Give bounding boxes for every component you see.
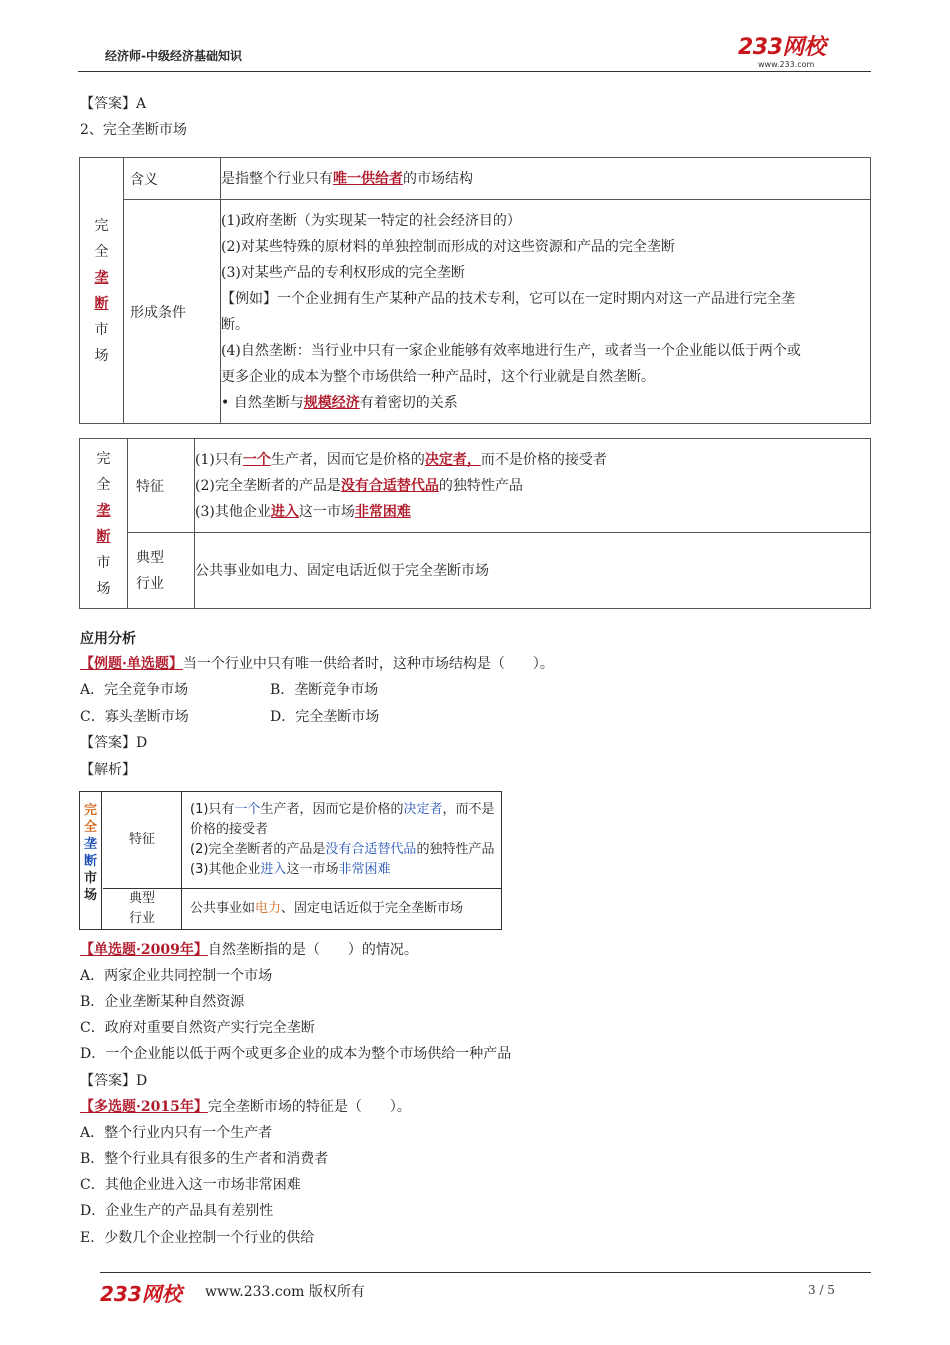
section-title: 2、完全垄断市场 [80,122,187,138]
img-typical-label: 典型 行业 [103,889,182,929]
conditions-label: 形成条件 [124,200,221,424]
q3-option-e: E．少数几个企业控制一个行业的供给 [80,1230,315,1246]
footer-divider [100,1272,871,1273]
meaning-text: 是指整个行业只有唯一供给者的市场结构 [221,158,871,200]
q1-answer: 【答案】D [80,735,148,751]
q3-option-b: B．整个行业具有很多的生产者和消费者 [80,1151,329,1167]
side-label-2: 完 全 垄 断 市 场 [80,439,128,609]
q3-option-a: A．整个行业内只有一个生产者 [80,1125,273,1141]
logo-url: www.233.com [758,60,815,69]
q2-option-b: B．企业垄断某种自然资源 [80,994,245,1010]
q1-stem: 【例题·单选题】当一个行业中只有唯一供给者时，这种市场结构是（ ）。 [80,656,554,672]
q3-option-d: D．企业生产的产品具有差别性 [80,1203,274,1219]
analysis-image-table [79,791,502,930]
img-typical-text: 公共事业如电力、固定电话近似于完全垄断市场 [190,901,464,916]
q2-option-a: A．两家企业共同控制一个市场 [80,968,273,984]
definition-table [79,157,871,424]
meaning-label: 含义 [124,158,221,200]
img-feature-text: (1)只有一个生产者，因而它是价格的决定者，而不是 价格的接受者 (2)完全垄断者的产品是没有合适替代品的独特性产品 (3)其他企业进入这一市场非常困难 [190,802,495,877]
q2-answer: 【答案】D [80,1073,148,1089]
img-feature-label: 特征 [103,792,182,888]
q1-analysis: 【解析】 [80,762,136,778]
footer-copyright: www.233.com 版权所有 [205,1284,365,1300]
logo-text: 233网校 [738,35,826,60]
q1-options-row1: A．完全竞争市场 B．垄断竞争市场 [80,682,379,698]
typical-label: 典型 行业 [128,533,195,609]
q2-stem: 【单选题·2009年】自然垄断指的是（ ）的情况。 [80,942,418,958]
q1-options-row2: C．寡头垄断市场 D．完全垄断市场 [80,709,380,725]
answer-1: 【答案】A [80,96,147,112]
q3-stem: 【多选题·2015年】完全垄断市场的特征是（ ）。 [80,1099,411,1115]
q2-option-d: D．一个企业能以低于两个或更多企业的成本为整个市场供给一种产品 [80,1046,512,1062]
feature-label: 特征 [128,439,195,533]
side-label: 完 全 垄 断 市 场 [80,158,124,424]
header-title: 经济师-中级经济基础知识 [105,49,242,63]
page-number: 3 / 5 [808,1283,835,1297]
header-divider [78,71,871,72]
img-side-label: 完 全 垄 断 市 场 [80,792,102,929]
footer-logo: 233网校 [100,1282,182,1306]
conditions-text: (1)政府垄断（为实现某一特定的社会经济目的） (2)对某些特殊的原材料的单独控制而形成的对这些资源和产品的完全垄断 (3)对某些产品的专利权形成的完全垄断 【例如】一个企业拥有生产某种产品的技术专利，它可以在一定时期内对这一产品进行完全垄 断。 (4)自然垄断：当行业中只有一家企业能够有效率地进行生产，或者当一个企业能以低于两个或 更多企业的成本为整个市场供给一种产品时，这个行业就是自然垄断。 • 自然垄断与规模经济有着密切的关系 [221,200,871,424]
feature-table [79,438,871,609]
typical-text: 公共事业如电力、固定电话近似于完全垄断市场 [195,533,871,609]
analysis-title: 应用分析 [80,631,136,647]
q2-option-c: C．政府对重要自然资产实行完全垄断 [80,1020,315,1036]
feature-text: (1)只有一个生产者，因而它是价格的决定者，而不是价格的接受者 (2)完全垄断者的产品是没有合适替代品的独特性产品 (3)其他企业进入这一市场非常困难 [195,439,871,533]
q3-option-c: C．其他企业进入这一市场非常困难 [80,1177,301,1193]
brand-logo [738,36,856,70]
